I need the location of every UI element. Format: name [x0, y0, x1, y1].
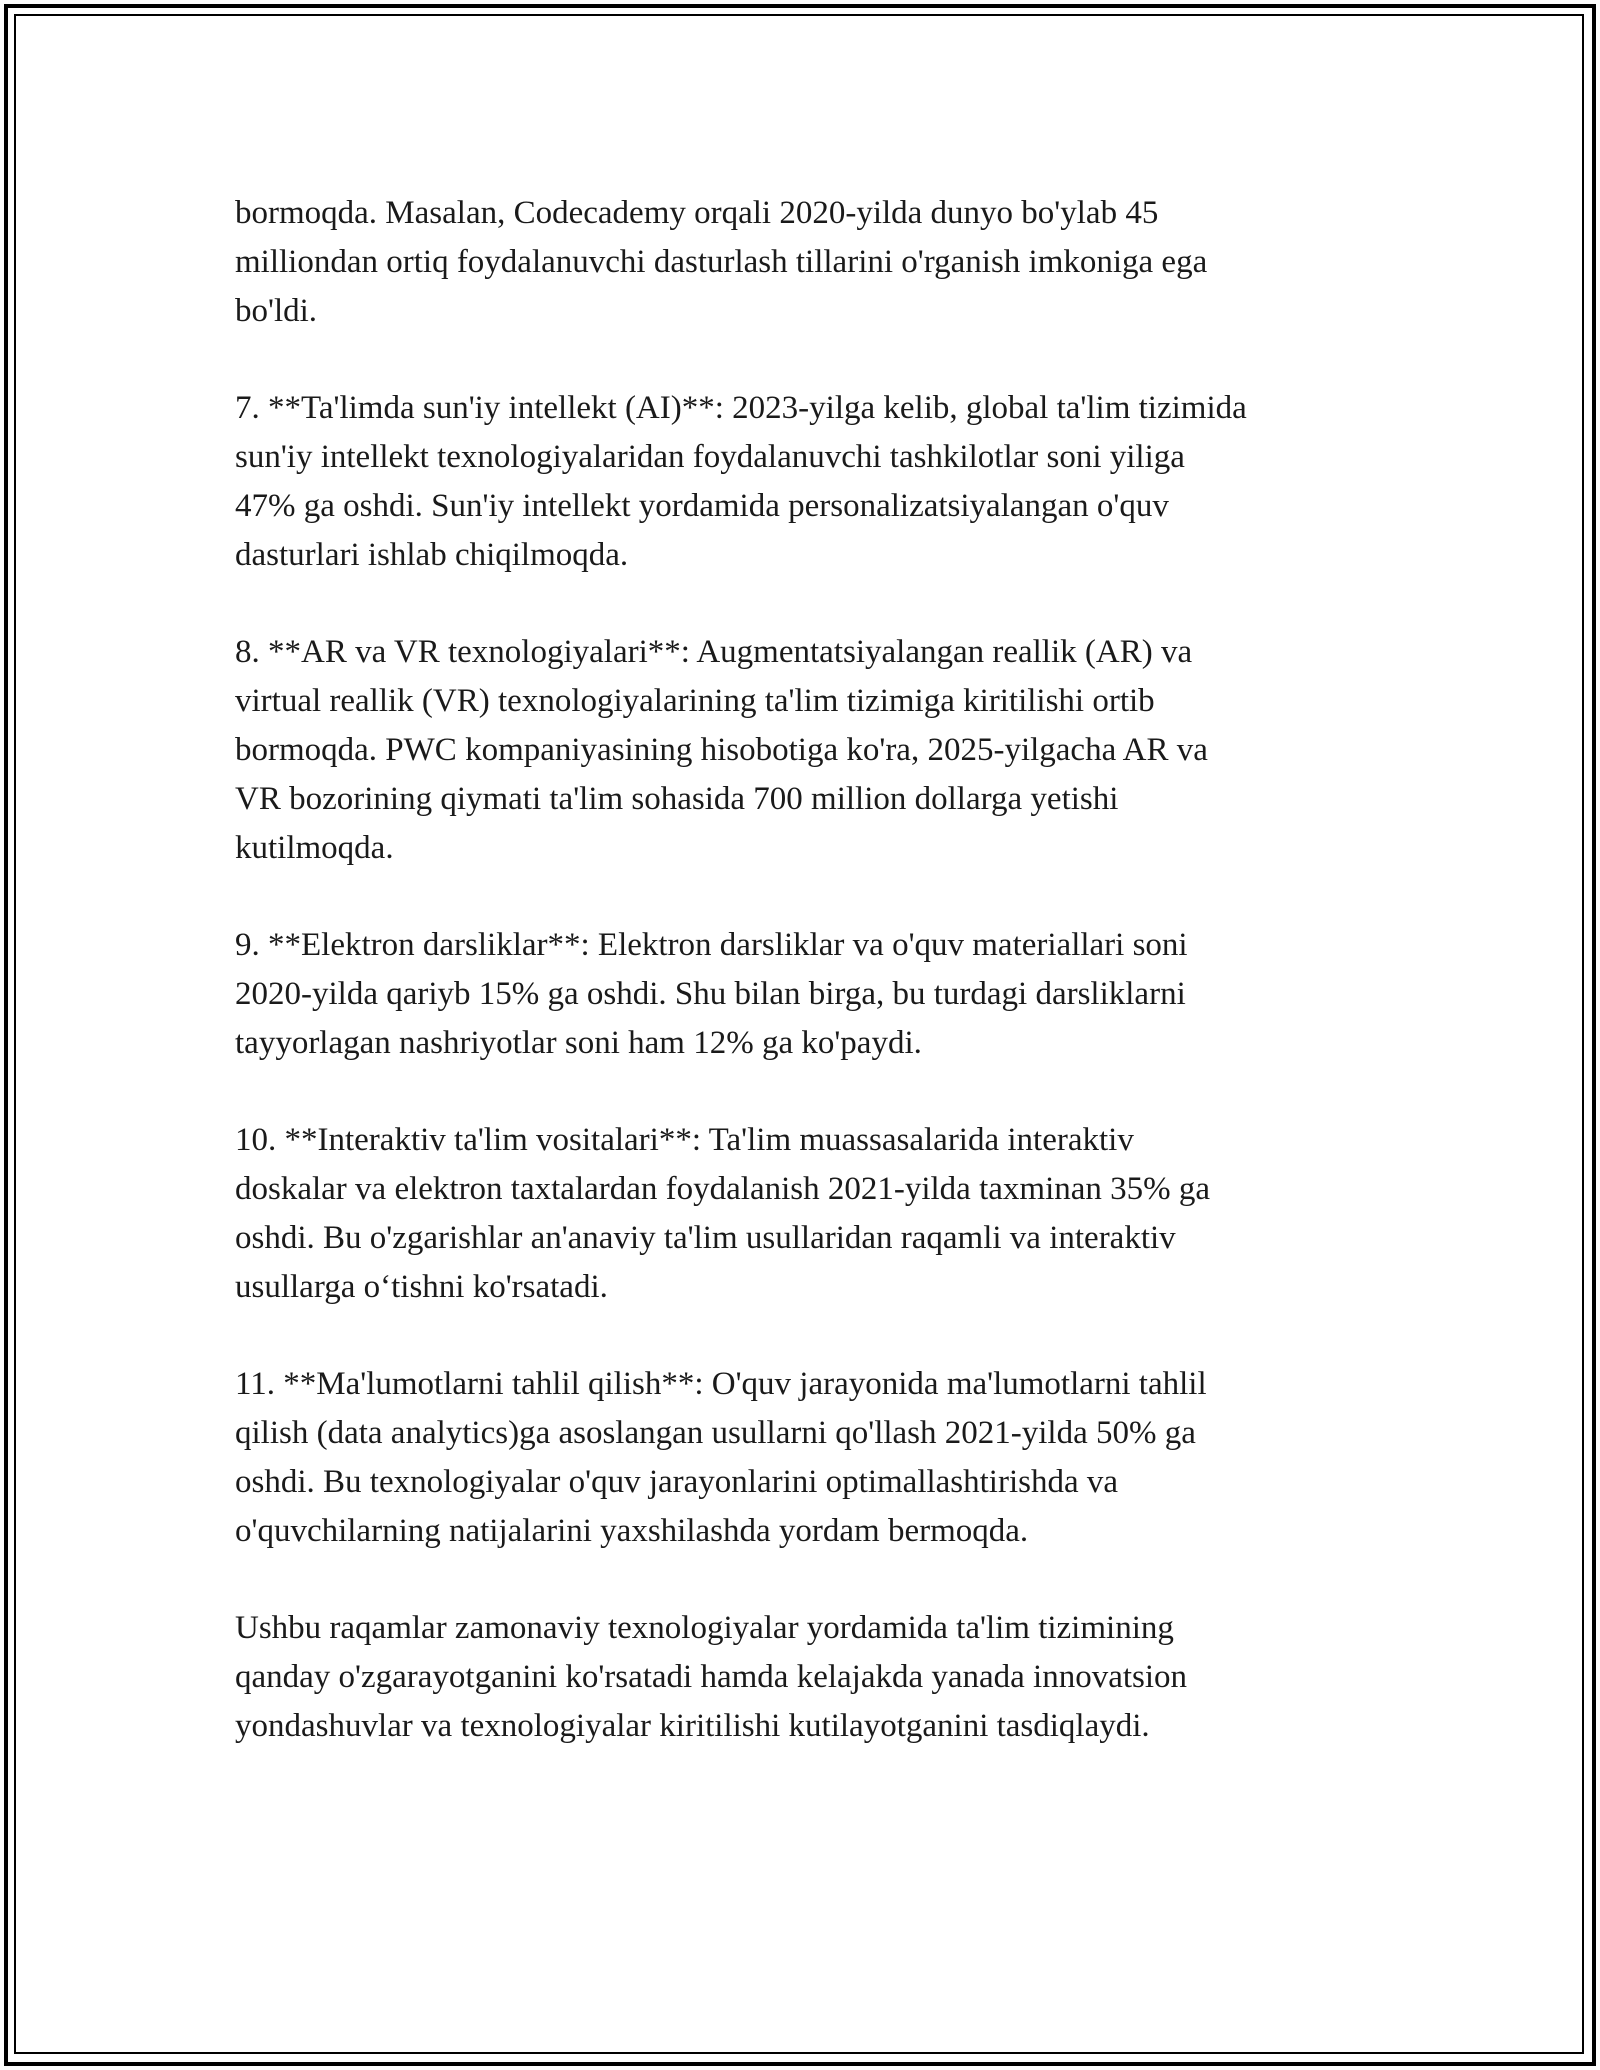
paragraph-item-8-ar-vr: 8. **AR va VR texnologiyalari**: Augmentatsiyalangan reallik (AR) va virtual reallik (VR) texnologiyalarining ta'lim tizimiga kiritilishi ortib bormoqda. PWC kompaniyasining hisobotiga ko'ra, 2025-yilgacha AR va VR bozorining qiymati ta'lim sohasida 700 million dollarga yetishi kutilmoqda. [235, 634, 1208, 866]
document-body [235, 189, 1395, 1751]
paragraph-conclusion: Ushbu raqamlar zamonaviy texnologiyalar yordamida ta'lim tizimining qanday o'zgarayotganini ko'rsatadi hamda kelajakda yanada innovatsion yondashuvlar va texnologiyalar kiritilishi kutilayotganini tasdiqlaydi. [235, 1610, 1188, 1744]
paragraph-item-7-ai: 7. **Ta'limda sun'iy intellekt (AI)**: 2023-yilga kelib, global ta'lim tizimida sun'iy intellekt texnologiyalaridan foydalanuvchi tashkilotlar soni yiliga 47% ga oshdi. Sun'iy intellekt yordamida personalizatsiyalangan o'quv dasturlari ishlab chiqilmoqda. [235, 390, 1247, 573]
paragraph-item-10-interactive-tools: 10. **Interaktiv ta'lim vositalari**: Ta'lim muassasalarida interaktiv doskalar va elektron taxtalardan foydalanish 2021-yilda taxminan 35% ga oshdi. Bu o'zgarishlar an'anaviy ta'lim usullaridan raqamli va interaktiv usullarga o‘tishni ko'rsatadi. [235, 1122, 1211, 1305]
paragraph-item-11-data-analytics: 11. **Ma'lumotlarni tahlil qilish**: O'quv jarayonida ma'lumotlarni tahlil qilish (data analytics)ga asoslangan usullarni qo'llash 2021-yilda 50% ga oshdi. Bu texnologiyalar o'quv jarayonlarini optimallashtirishda va o'quvchilarning natijalarini yaxshilashda yordam bermoqda. [235, 1366, 1207, 1549]
paragraph-item-9-ebooks: 9. **Elektron darsliklar**: Elektron darsliklar va o'quv materiallari soni 2020-yilda qariyb 15% ga oshdi. Shu bilan birga, bu turdagi darsliklarni tayyorlagan nashriyotlar soni ham 12% ga ko'paydi. [235, 927, 1188, 1061]
paragraph-intro-continuation: bormoqda. Masalan, Codecademy orqali 2020-yilda dunyo bo'ylab 45 milliondan ortiq foydalanuvchi dasturlash tillarini o'rganish imkoniga ega bo'ldi. [235, 195, 1208, 329]
